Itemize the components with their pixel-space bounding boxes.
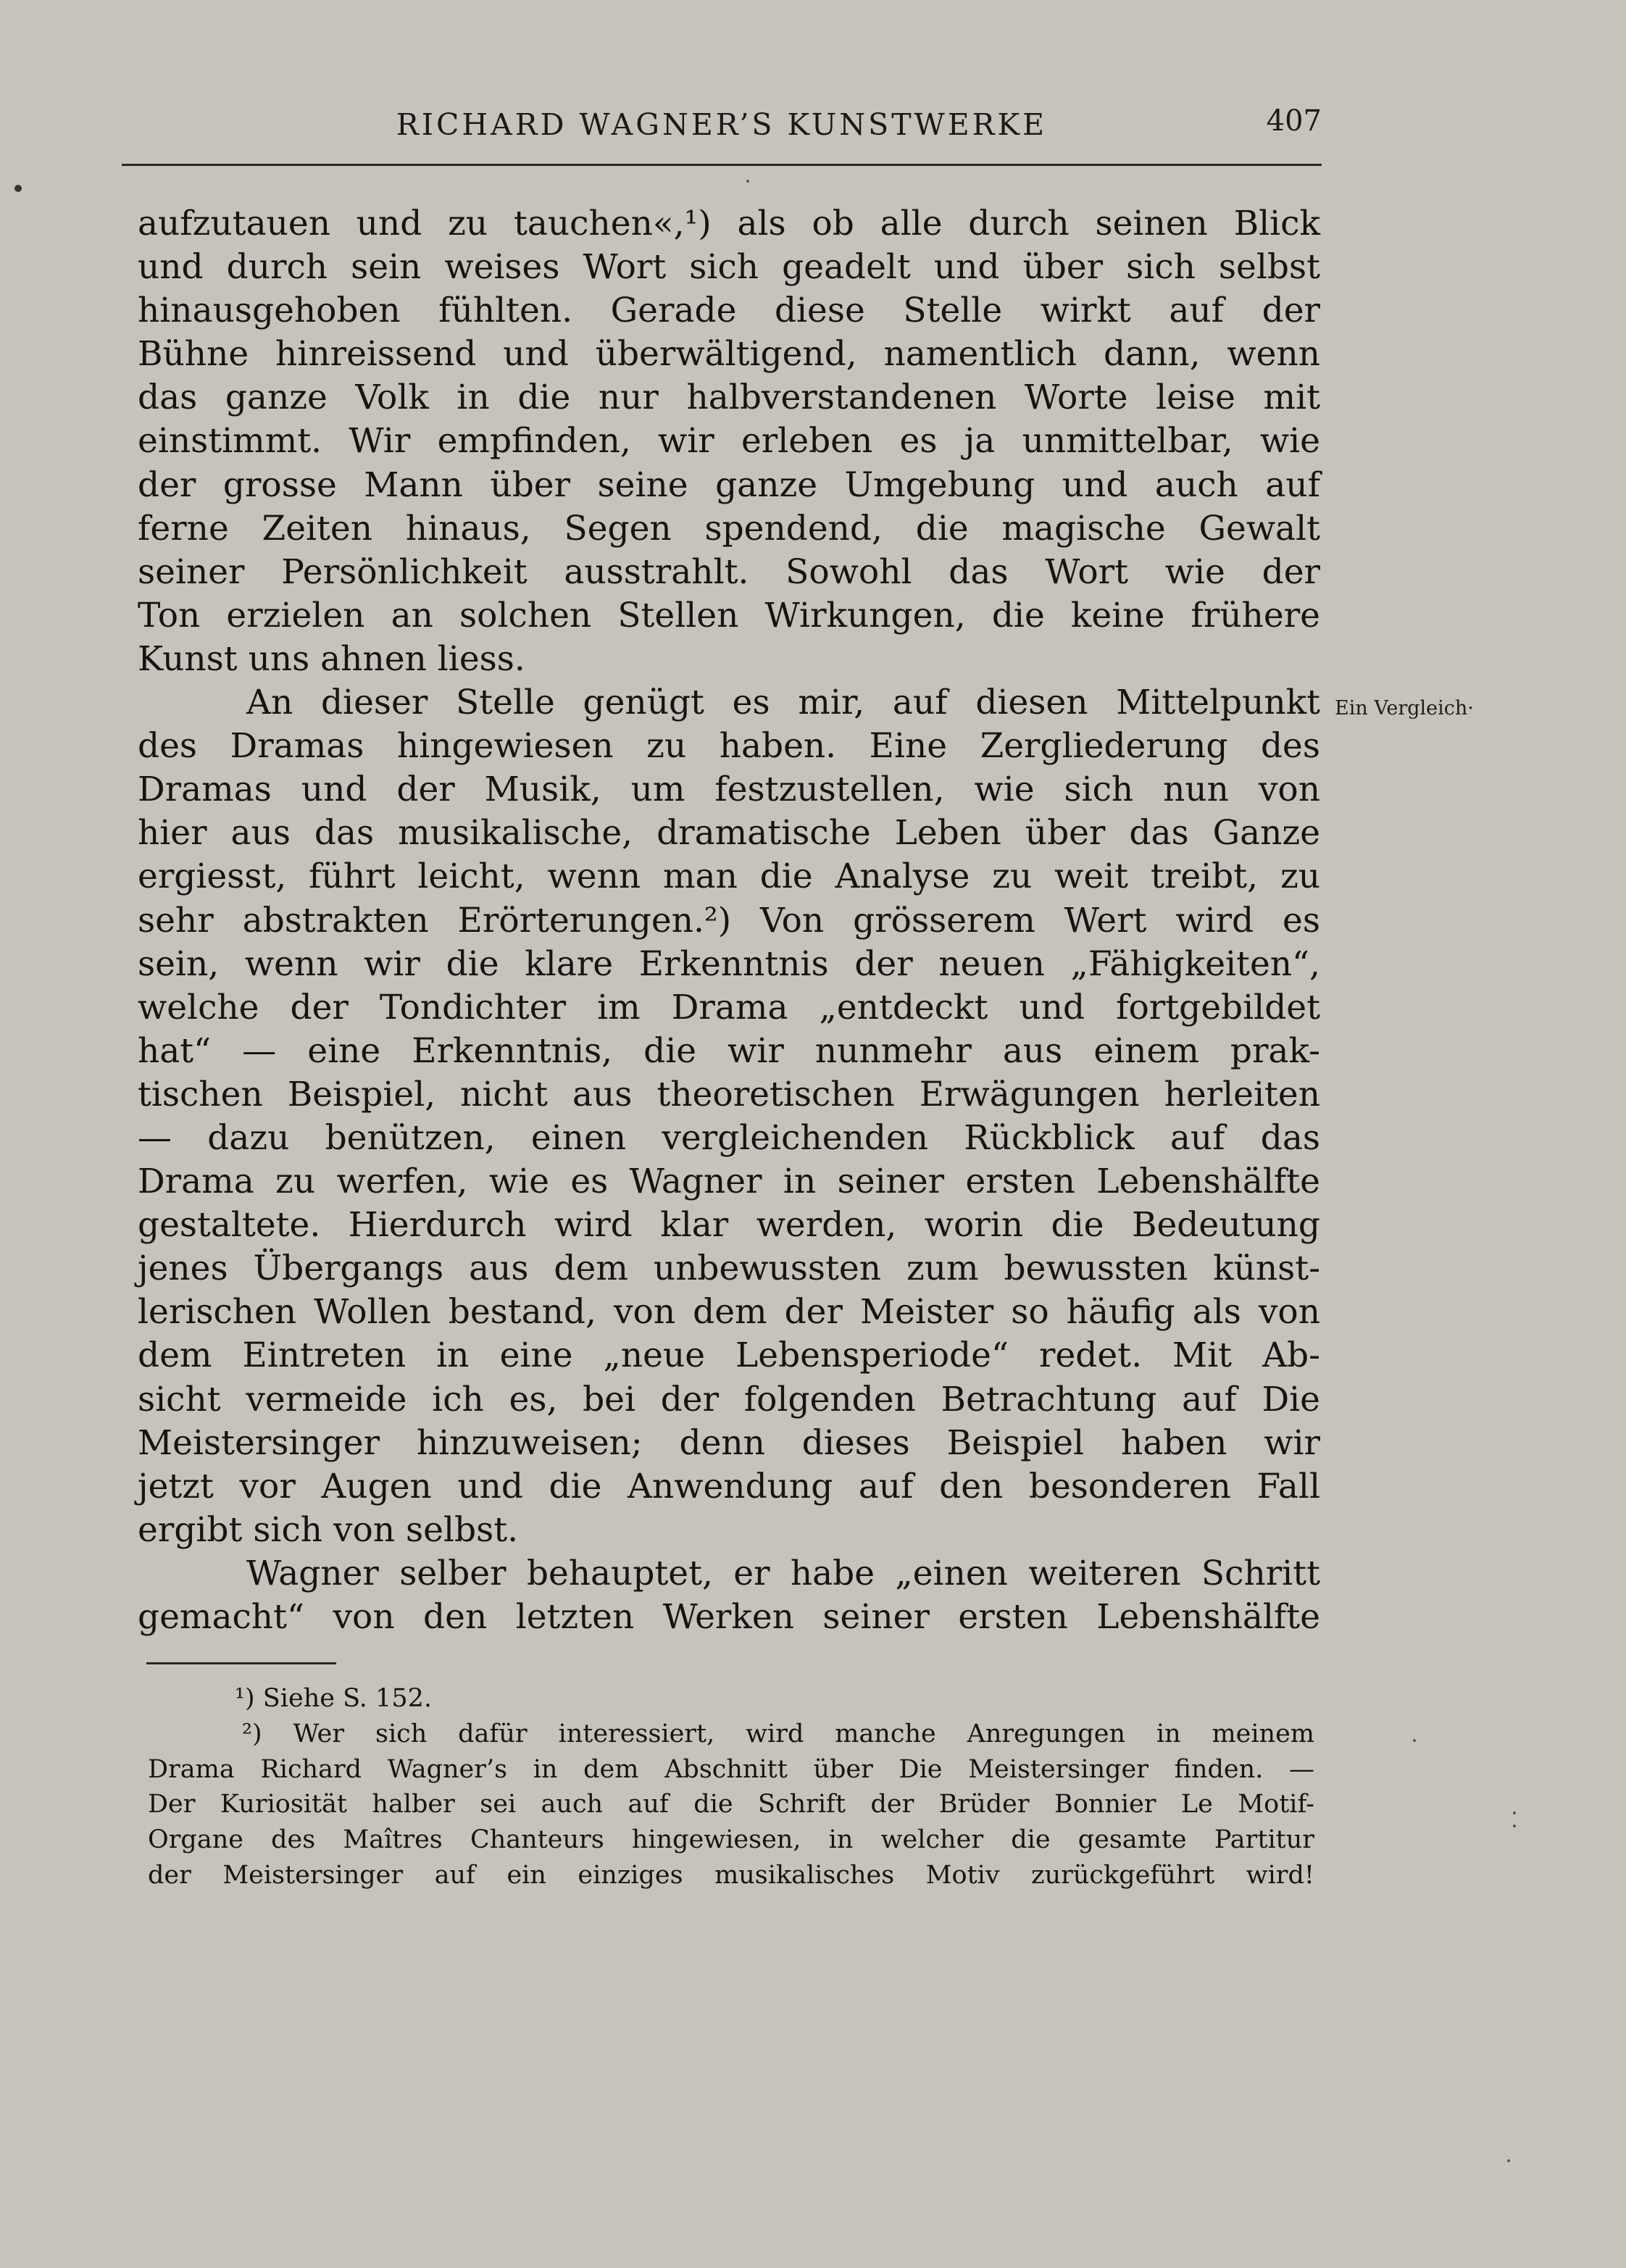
text-line: hier aus das musikalische, dramatische Leben über das Ganze — [138, 813, 1320, 854]
marginal-note: Ein Vergleich· — [1335, 697, 1474, 720]
text-line: dem Eintreten in eine „neue Lebensperiode“ redet. Mit Ab- — [138, 1335, 1320, 1376]
footnote-line: Der Kuriosität halber sei auch auf die Schrift der Brüder Bonnier Le Motif- — [148, 1790, 1314, 1819]
footnote-line: Drama Richard Wagner’s in dem Abschnitt über Die Meistersinger finden. — — [148, 1754, 1314, 1784]
paper-speck — [1513, 1825, 1516, 1827]
paper-speck — [1513, 1812, 1516, 1814]
text-line: welche der Tondichter im Drama „entdeckt und fortgebildet — [138, 987, 1320, 1027]
text-line: Wagner selber behauptet, er habe „einen weiteren Schritt — [246, 1553, 1320, 1593]
text-line: hinausgehoben fühlten. Gerade diese Stelle wirkt auf der — [138, 291, 1320, 331]
text-line: jenes Übergangs aus dem unbewussten zum bewussten künst- — [138, 1248, 1320, 1289]
text-line: des Dramas hingewiesen zu haben. Eine Zergliederung des — [138, 726, 1320, 767]
text-line: ferne Zeiten hinaus, Segen spendend, die magische Gewalt — [138, 508, 1320, 549]
text-line: hat“ — eine Erkenntnis, die wir nunmehr aus einem prak- — [138, 1030, 1320, 1071]
text-line: Dramas und der Musik, um festzustellen, wie sich nun von — [138, 770, 1320, 810]
margin-dot — [14, 185, 22, 192]
text-line: sehr abstrakten Erörterungen.²) Von grösserem Wert wird es — [138, 900, 1320, 941]
body-text — [138, 202, 1320, 1639]
text-line: An dieser Stelle genügt es mir, auf diesen Mittelpunkt — [246, 683, 1320, 723]
text-line: tischen Beispiel, nicht aus theoretischen Erwägungen herleiten — [138, 1074, 1320, 1114]
text-line: sicht vermeide ich es, bei der folgenden Betrachtung auf Die — [138, 1379, 1320, 1419]
text-line: seiner Persönlichkeit ausstrahlt. Sowohl das Wort wie der — [138, 551, 1320, 592]
paper-speck — [1507, 2159, 1510, 2162]
footnote-rule — [146, 1662, 336, 1664]
text-line: einstimmt. Wir empfinden, wir erleben es ja unmittelbar, wie — [138, 421, 1320, 462]
text-line: ergiesst, führt leicht, wenn man die Analyse zu weit treibt, zu — [138, 856, 1320, 897]
text-line: und durch sein weises Wort sich geadelt und über sich selbst — [138, 247, 1320, 288]
text-line: Meistersinger hinzuweisen; denn dieses Beispiel haben wir — [138, 1422, 1320, 1463]
text-line: Kunst uns ahnen liess. — [138, 638, 525, 679]
text-line: lerischen Wollen bestand, von dem der Meister so häufig als von — [138, 1292, 1320, 1333]
text-line: Bühne hinreissend und überwältigend, namentlich dann, wenn — [138, 334, 1320, 375]
paper-speck — [1413, 1739, 1416, 1742]
text-line: aufzutauen und zu tauchen«,¹) als ob alle durch seinen Blick — [138, 204, 1320, 243]
text-line: das ganze Volk in die nur halbverstandenen Worte leise mit — [138, 378, 1320, 418]
text-line: ergibt sich von selbst. — [138, 1509, 519, 1550]
running-head — [122, 100, 1322, 143]
text-line: gestaltete. Hierdurch wird klar werden, worin die Bedeutung — [138, 1205, 1320, 1246]
text-line: — dazu benützen, einen vergleichenden Rückblick auf das — [138, 1117, 1320, 1158]
page-number: 407 — [1266, 104, 1322, 138]
running-title: RICHARD WAGNER’S KUNSTWERKE — [396, 107, 1048, 142]
header-rule — [122, 164, 1322, 166]
paper-speck — [746, 180, 749, 183]
footnote-line: ¹) Siehe S. 152. — [235, 1684, 432, 1713]
footnote-line: ²) Wer sich dafür interessiert, wird manche Anregungen in meinem — [242, 1719, 1314, 1748]
text-line: gemacht“ von den letzten Werken seiner ersten Lebenshälfte — [138, 1597, 1320, 1637]
footnotes — [148, 1681, 1314, 1893]
text-line: sein, wenn wir die klare Erkenntnis der neuen „Fähigkeiten“, — [138, 943, 1320, 984]
footnote-line: Organe des Maîtres Chanteurs hingewiesen, in welcher die gesamte Partitur — [148, 1825, 1314, 1855]
footnote-line: der Meistersinger auf ein einziges musikalisches Motiv zurückgeführt wird! — [148, 1860, 1314, 1890]
text-line: jetzt vor Augen und die Anwendung auf den besonderen Fall — [138, 1466, 1320, 1506]
text-line: Drama zu werfen, wie es Wagner in seiner ersten Lebenshälfte — [138, 1162, 1320, 1202]
text-line: Ton erzielen an solchen Stellen Wirkungen, die keine frühere — [138, 595, 1320, 635]
text-line: der grosse Mann über seine ganze Umgebung und auch auf — [138, 464, 1320, 505]
